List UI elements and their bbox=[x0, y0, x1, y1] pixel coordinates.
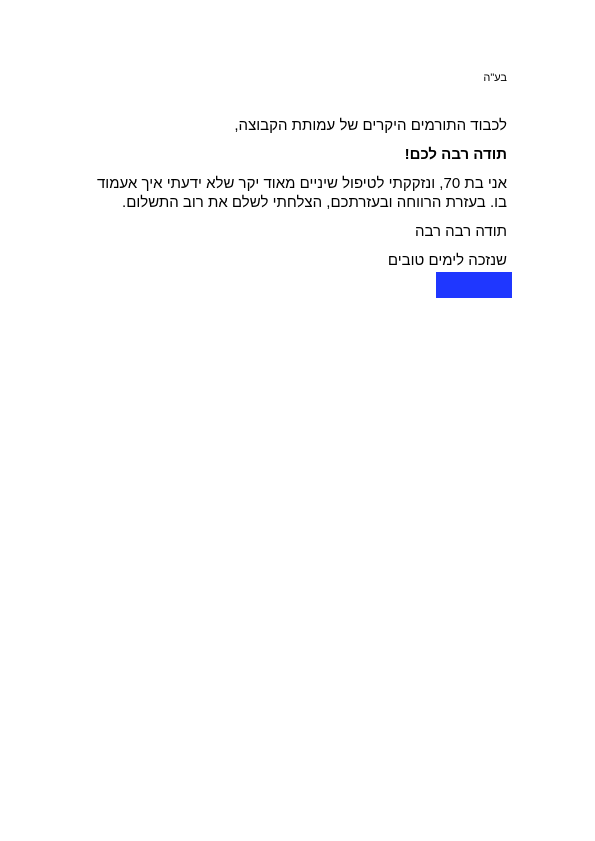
header-mark: בע"ה bbox=[483, 72, 507, 84]
closing-thanks: תודה רבה רבה bbox=[414, 223, 507, 240]
body-paragraph: אני בת 70, ונזקקתי לטיפול שיניים מאוד יקר שלא ידעתי איך אעמוד בו. בעזרת הרווחה ובעזרתכם, הצלחתי לשלם את רוב התשלום. bbox=[96, 175, 507, 211]
letter-body bbox=[87, 116, 507, 280]
redaction-block bbox=[436, 272, 512, 298]
thanks-heading: תודה רבה לכם! bbox=[404, 146, 507, 163]
closing-wish: שנזכה לימים טובים bbox=[387, 252, 507, 269]
salutation: לכבוד התורמים היקרים של עמותת הקבוצה, bbox=[234, 117, 507, 134]
